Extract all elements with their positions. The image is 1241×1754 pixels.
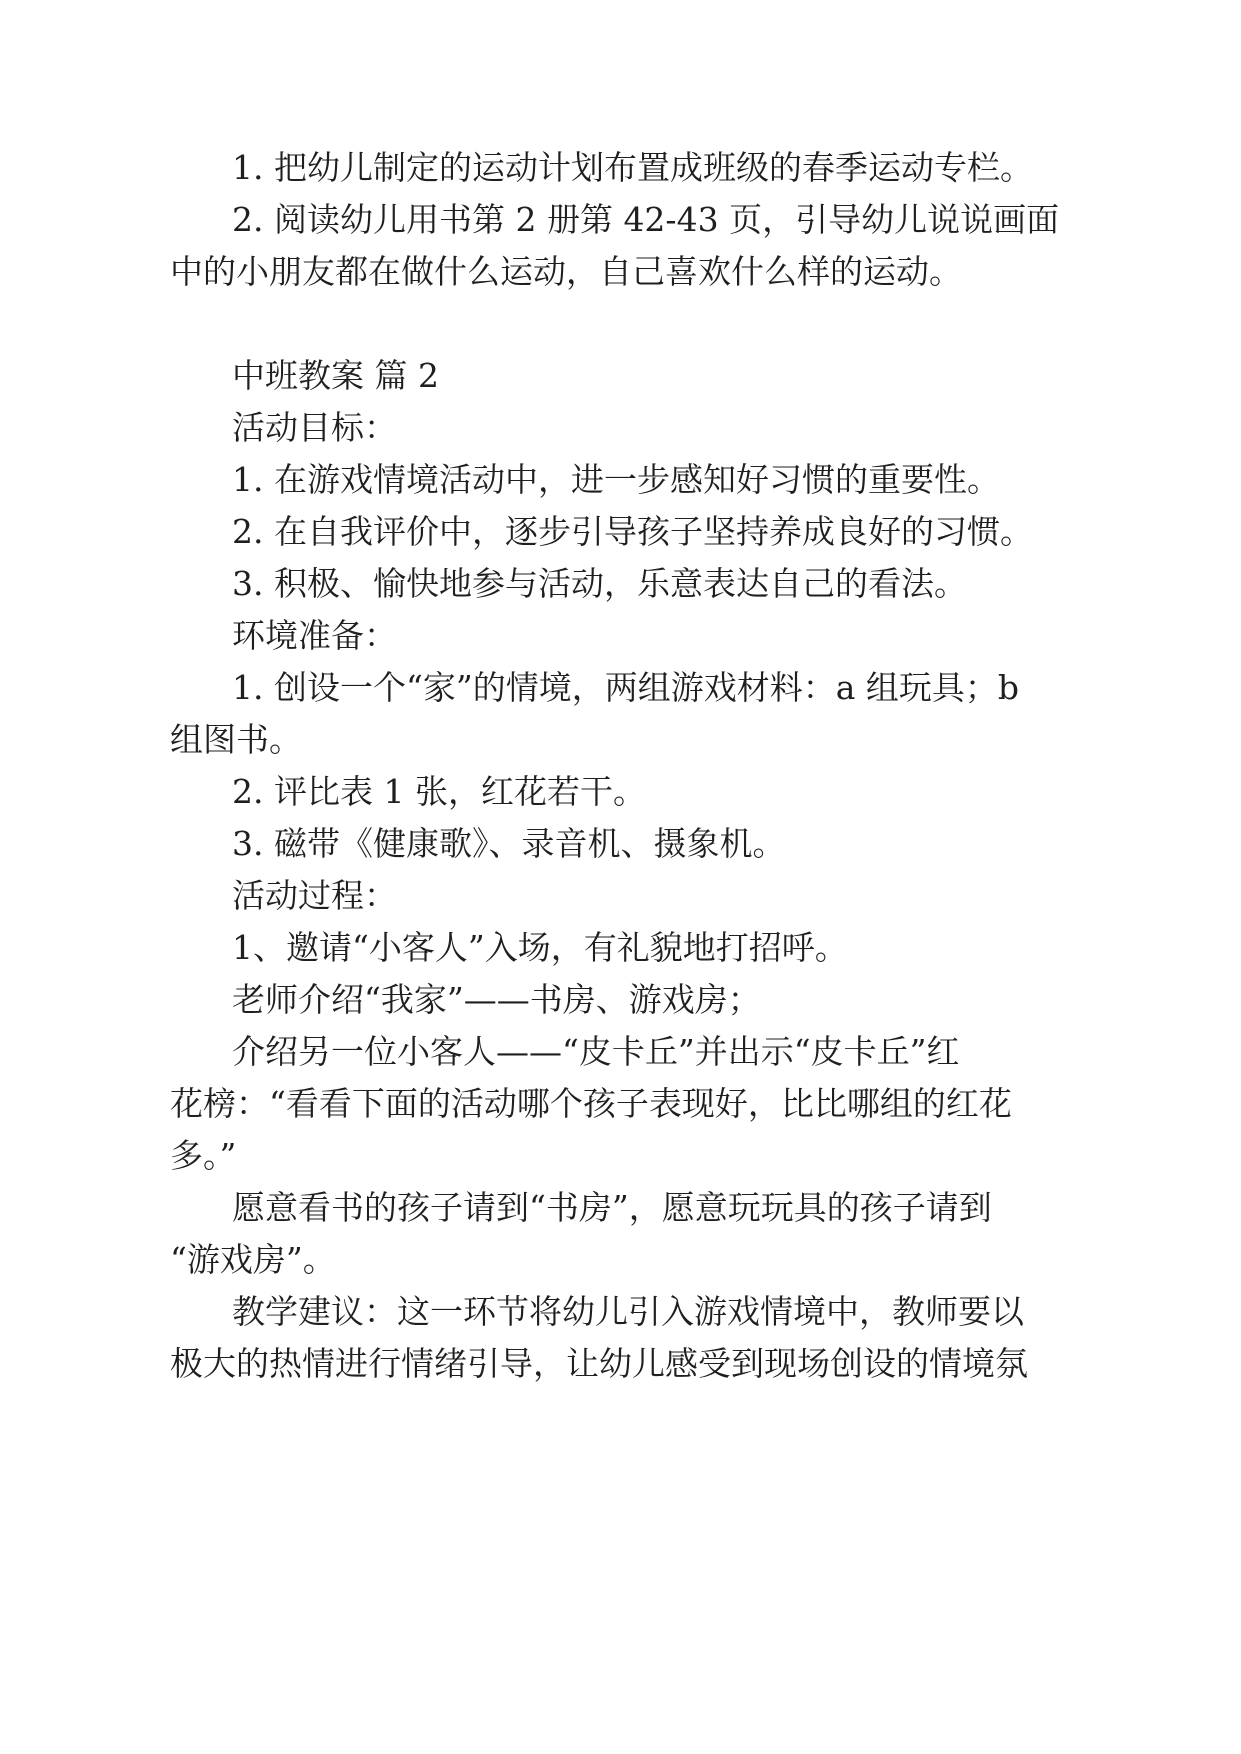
intro-item-1: 1. 把幼儿制定的运动计划布置成班级的春季运动专栏。 <box>232 148 1033 187</box>
process-step-1-c-line-2: “游戏房”。 <box>170 1240 336 1279</box>
teaching-suggestion-line-2: 极大的热情进行情绪引导，让幼儿感受到现场创设的情境氛 <box>170 1344 1028 1383</box>
section-title: 中班教案 篇 2 <box>232 356 439 395</box>
prep-item-1-line-2: 组图书。 <box>170 720 302 759</box>
intro-item-2-line-1: 2. 阅读幼儿用书第 2 册第 42-43 页，引导幼儿说说画面 <box>232 200 1060 239</box>
intro-item-2-line-2: 中的小朋友都在做什么运动，自己喜欢什么样的运动。 <box>170 252 962 291</box>
process-step-1-b-line-3: 多。” <box>170 1136 237 1175</box>
prep-item-2: 2. 评比表 1 张，红花若干。 <box>232 772 646 811</box>
process-step-1-a: 老师介绍“我家”——书房、游戏房； <box>232 980 761 1019</box>
goal-item-1: 1. 在游戏情境活动中，进一步感知好习惯的重要性。 <box>232 460 1000 499</box>
prep-item-3: 3. 磁带《健康歌》、录音机、摄象机。 <box>232 824 786 863</box>
prep-item-1-line-1: 1. 创设一个“家”的情境，两组游戏材料：a 组玩具；b <box>232 668 1020 707</box>
goal-item-3: 3. 积极、愉快地参与活动，乐意表达自己的看法。 <box>232 564 967 603</box>
goal-item-2: 2. 在自我评价中，逐步引导孩子坚持养成良好的习惯。 <box>232 512 1033 551</box>
goals-heading: 活动目标： <box>232 408 397 447</box>
process-step-1-b-line-1: 介绍另一位小客人——“皮卡丘”并出示“皮卡丘”红 <box>232 1032 960 1071</box>
prep-heading: 环境准备： <box>232 616 397 655</box>
process-heading: 活动过程： <box>232 876 397 915</box>
process-step-1: 1、邀请“小客人”入场，有礼貌地打招呼。 <box>232 928 848 967</box>
process-step-1-c-line-1: 愿意看书的孩子请到“书房”，愿意玩玩具的孩子请到 <box>232 1188 992 1227</box>
process-step-1-b-line-2: 花榜：“看看下面的活动哪个孩子表现好，比比哪组的红花 <box>170 1084 1012 1123</box>
teaching-suggestion-line-1: 教学建议：这一环节将幼儿引入游戏情境中，教师要以 <box>232 1292 1024 1331</box>
